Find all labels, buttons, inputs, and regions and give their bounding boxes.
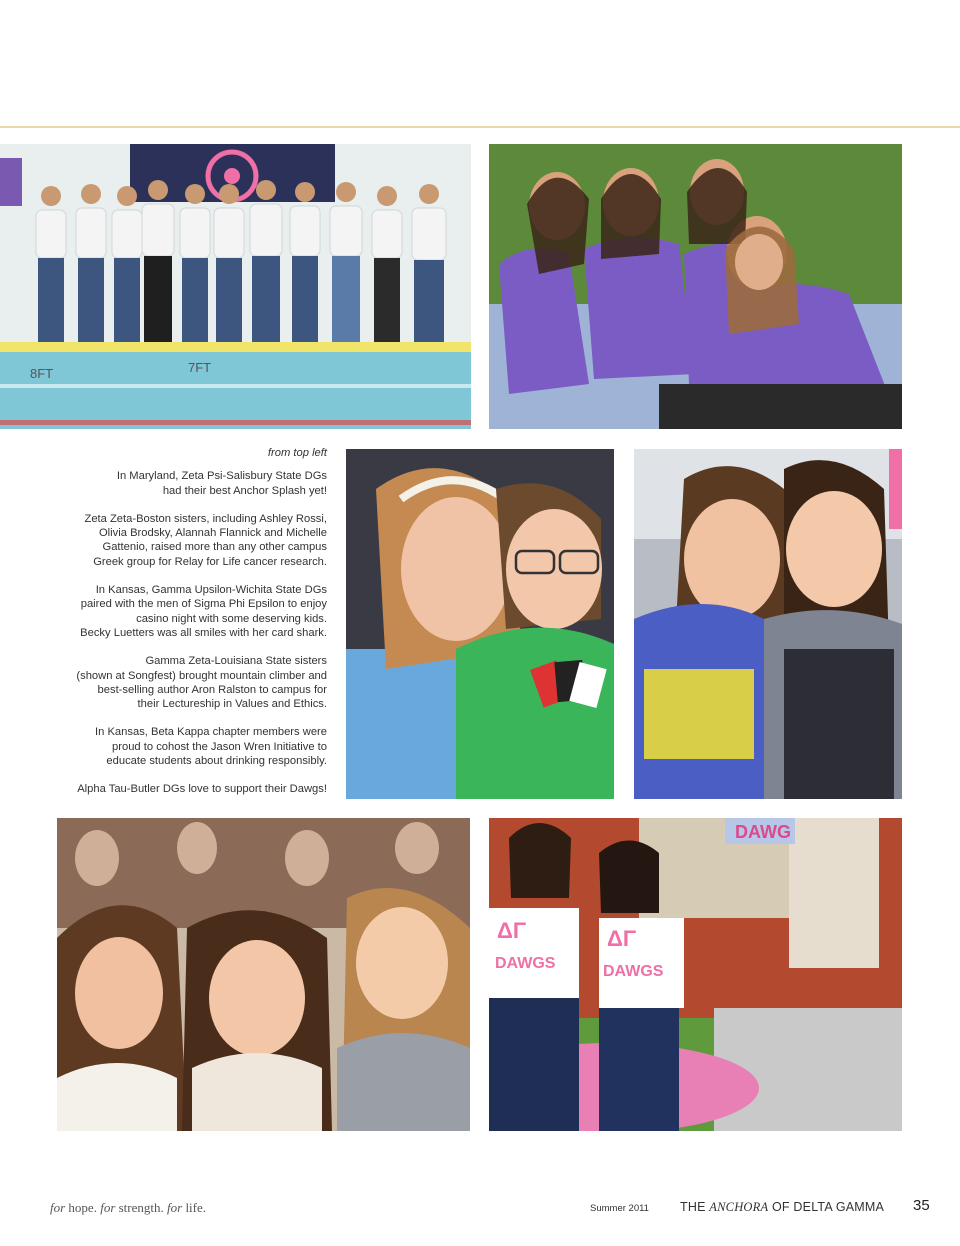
photo-butler-dawgs [489, 818, 902, 1131]
caption-item: In Maryland, Zeta Psi-Salisbury State DGs had their best Anchor Splash yet! [116, 470, 327, 497]
photo-relay-for-life [489, 144, 902, 429]
magazine-title-the: THE [680, 1200, 710, 1214]
caption-item: Alpha Tau-Butler DGs love to support their Dawgs! [77, 783, 327, 796]
tagline-for: for [50, 1200, 66, 1215]
pool-depth-label-a: 8FT [30, 366, 54, 381]
shirt-text-left: DAWGS [495, 955, 556, 972]
banner-text: DAWG [735, 822, 791, 842]
photo-anchor-splash [0, 144, 471, 429]
tagline-word: life. [182, 1200, 207, 1215]
issue-date: Summer 2011 [590, 1203, 649, 1214]
magazine-title [680, 1200, 884, 1215]
caption-item: Zeta Zeta-Boston sisters, including Ashley Rossi, Olivia Brodsky, Alannah Flannick and Michelle Gattenio, raised more than any other campus Greek group for Relay for Life cancer research. [84, 512, 327, 568]
pool-depth-label-b: 7FT [188, 360, 212, 375]
photo-captions [40, 446, 327, 811]
shirt-symbol-left: ΔΓ [497, 918, 527, 943]
tagline-word: hope. [65, 1200, 101, 1215]
photo-casino-night [346, 449, 614, 799]
shirt-text-right: DAWGS [603, 963, 664, 980]
photo-songfest [634, 449, 902, 799]
caption-item: In Kansas, Gamma Upsilon-Wichita State DGs paired with the men of Sigma Phi Epsilon to enjoy casino night with some deserving kids. Becky Luetters was all smiles with her card shark. [80, 584, 327, 639]
magazine-title-anchora: ANCHORA [709, 1200, 769, 1214]
caption-item: Gamma Zeta-Louisiana State sisters (shown at Songfest) brought mountain climber and best-selling author Aron Ralston to campus for their Lectureship in Values and Ethics. [76, 655, 327, 711]
tagline-for: for [100, 1200, 116, 1215]
magazine-title-rest: OF DELTA GAMMA [768, 1200, 885, 1214]
shirt-symbol-right: ΔΓ [607, 926, 637, 951]
caption-item: In Kansas, Beta Kappa chapter members were proud to cohost the Jason Wren Initiative to educate students about drinking responsibly. [95, 726, 327, 768]
page-number: 35 [913, 1197, 930, 1214]
tagline-for: for [167, 1200, 183, 1215]
photo-aron-ralston-event [57, 818, 470, 1131]
footer-tagline [50, 1200, 206, 1216]
header-rule [0, 126, 960, 128]
captions-lead: from top left [267, 447, 327, 459]
tagline-word: strength. [115, 1200, 168, 1215]
